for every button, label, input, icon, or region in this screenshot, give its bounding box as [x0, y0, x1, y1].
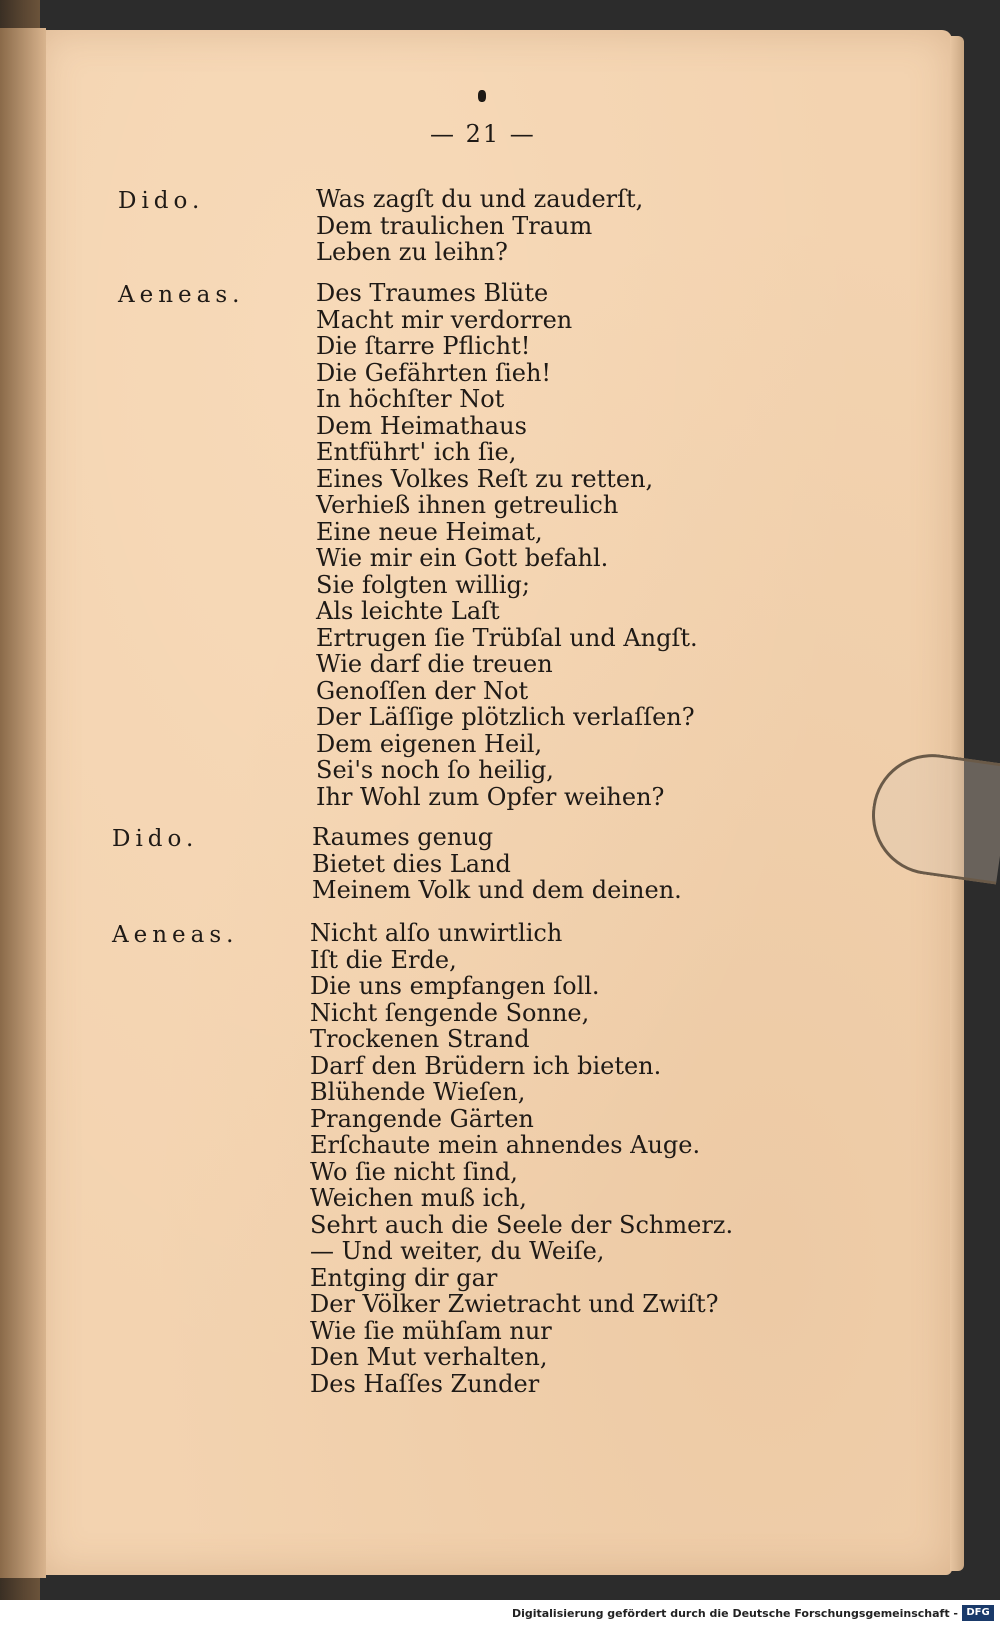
- verse-block: [312, 824, 682, 904]
- verse-line: Ertrugen ſie Trübſal und Angſt.: [316, 623, 698, 652]
- footer-bar: [0, 1600, 1000, 1629]
- verse-line: Die Gefährten ſieh!: [316, 358, 552, 387]
- verse-line: Wo ſie nicht ſind,: [310, 1157, 518, 1186]
- verse-line: Iſt die Erde,: [310, 945, 457, 974]
- verse-line: Leben zu leihn?: [316, 238, 508, 266]
- speaker-label: Aeneas.: [118, 282, 245, 308]
- verse-line: Macht mir verdorren: [316, 305, 573, 334]
- verse-line: Raumes genug: [312, 823, 494, 851]
- verse-line: Weichen muß ich,: [310, 1184, 527, 1212]
- funding-credit: Digitalisierung gefördert durch die Deutsche Forschungsgemeinschaft -: [511, 1607, 958, 1620]
- verse-line: Des Traumes Blüte: [316, 279, 549, 307]
- verse-line: In höchſter Not: [316, 385, 505, 413]
- speaker-label: Dido.: [112, 826, 199, 852]
- verse-line: Eines Volkes Reſt zu retten,: [316, 464, 654, 493]
- verse-line: Eine neue Heimat,: [316, 517, 543, 546]
- verse-line: Wie darf die treuen: [316, 650, 553, 678]
- verse-line: Bietet dies Land: [312, 849, 511, 878]
- verse-line: Dem eigenen Heil,: [316, 729, 543, 758]
- verse-line: Sehrt auch die Seele der Schmerz.: [310, 1210, 734, 1239]
- verse-line: Prangende Gärten: [310, 1104, 534, 1133]
- verse-line: Des Haſſes Zunder: [310, 1369, 540, 1398]
- ink-mark: [478, 90, 486, 102]
- verse-line: Genoſſen der Not: [316, 676, 529, 705]
- verse-line: Sie folgten willig;: [316, 570, 530, 599]
- verse-line: — Und weiter, du Weiſe,: [310, 1237, 605, 1265]
- verse-line: Trockenen Strand: [310, 1025, 530, 1053]
- verse-block: [310, 920, 733, 1397]
- verse-line: Die ſtarre Pflicht!: [316, 332, 531, 360]
- verse-line: Entging dir gar: [310, 1263, 498, 1292]
- verse-line: Verhieß ihnen getreulich: [316, 491, 619, 519]
- speaker-label: Aeneas.: [112, 922, 239, 948]
- page-number: — 21 —: [430, 120, 536, 148]
- verse-block: [316, 186, 643, 266]
- verse-line: Als leichte Laſt: [316, 597, 500, 625]
- verse-line: Dem traulichen Traum: [316, 211, 593, 240]
- verse-line: Entführt' ich ſie,: [316, 438, 517, 466]
- verse-line: Meinem Volk und dem deinen.: [312, 876, 682, 904]
- verse-line: Nicht ſengende Sonne,: [310, 998, 590, 1027]
- verse-line: Nicht alſo unwirtlich: [310, 919, 563, 947]
- verse-line: Blühende Wieſen,: [310, 1078, 526, 1106]
- verse-line: Wie mir ein Gott befahl.: [316, 544, 609, 572]
- verse-line: Was zagſt du und zauderſt,: [316, 185, 644, 213]
- book-spine-edge: [0, 28, 46, 1578]
- verse-line: Die uns empfangen ſoll.: [310, 972, 600, 1000]
- verse-line: Ihr Wohl zum Opfer weihen?: [316, 782, 665, 811]
- dfg-logo: DFG: [962, 1605, 994, 1621]
- verse-line: Der Völker Zwietracht und Zwiſt?: [310, 1290, 719, 1318]
- verse-line: Wie ſie mühſam nur: [310, 1316, 552, 1345]
- verse-line: Der Läſſige plötzlich verlaſſen?: [316, 703, 695, 731]
- verse-line: Den Mut verhalten,: [310, 1343, 548, 1371]
- verse-line: Erſchaute mein ahnendes Auge.: [310, 1131, 701, 1159]
- verse-line: Dem Heimathaus: [316, 411, 527, 440]
- speaker-label: Dido.: [118, 188, 205, 214]
- verse-line: Darf den Brüdern ich bieten.: [310, 1051, 662, 1080]
- verse-block: [316, 280, 698, 810]
- verse-line: Sei's noch ſo heilig,: [316, 756, 554, 784]
